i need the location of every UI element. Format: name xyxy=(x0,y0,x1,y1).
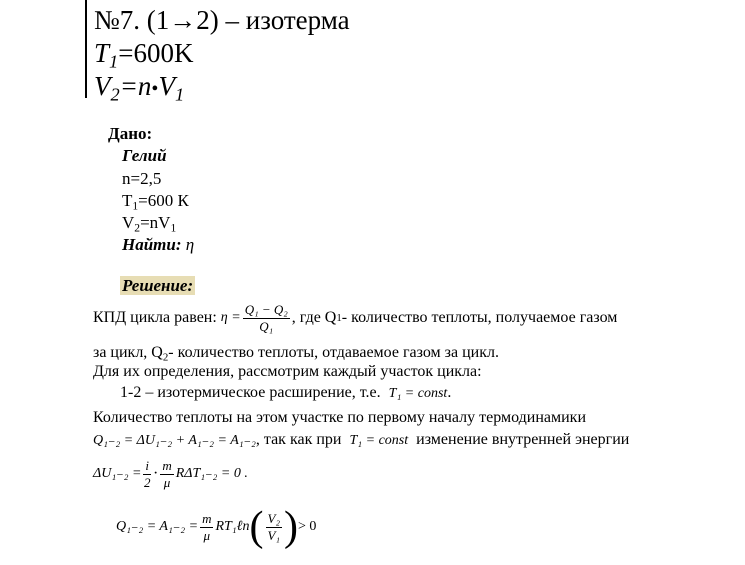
fraction-numerator: Q₁ − Q₂ xyxy=(244,301,288,317)
find-line xyxy=(122,235,194,255)
isothermal-text: 1-2 – изотермическое расширение, т.е. xyxy=(120,384,381,401)
delta-u-lhs: ΔU₁₋₂ = xyxy=(93,466,142,481)
line-determine: Для их определения, рассмотрим каждый участок цикла: xyxy=(93,363,482,380)
bullet-dot: • xyxy=(151,78,159,100)
left-rule xyxy=(85,0,87,98)
line2-start: за цикл, Q xyxy=(93,344,163,361)
t-value: =600K xyxy=(118,38,194,68)
line-q12 xyxy=(93,430,629,451)
solution-title-text: Решение: xyxy=(122,276,194,295)
fraction-numerator: V₂ xyxy=(267,510,280,526)
isothermal-condition: T₁ = const xyxy=(388,386,448,401)
delta-u-rhs: RΔT₁₋₂ = 0 . xyxy=(175,466,248,481)
t-subscript: 1 xyxy=(109,51,119,72)
fraction-denominator: V₁ xyxy=(267,527,280,543)
q1-description: - количество теплоты, получаемое газом xyxy=(341,309,618,326)
multiply-dot: · xyxy=(153,465,159,482)
q2-description: - количество теплоты, отдаваемое газом за цикл. xyxy=(168,344,499,361)
fraction-numerator: i xyxy=(145,457,150,473)
given-n: n=2,5 xyxy=(122,169,162,188)
efficiency-fraction xyxy=(243,302,290,335)
given-v2-header xyxy=(94,71,184,110)
v2-over-v1-fraction xyxy=(266,511,282,544)
line-q-result xyxy=(116,502,316,552)
period: . xyxy=(447,384,452,401)
fraction-numerator: m xyxy=(162,457,172,473)
fraction-denominator: Q₁ xyxy=(259,318,274,334)
fraction-denominator: 2 xyxy=(143,474,151,490)
left-paren: ( xyxy=(249,504,264,550)
m-over-mu-fraction xyxy=(160,458,173,491)
v2-equals-n: =n xyxy=(119,71,152,101)
v1-subscript: 1 xyxy=(170,221,177,235)
v-symbol: V xyxy=(122,213,135,232)
q12-formula: Q₁₋₂ = ΔU₁₋₂ + A₁₋₂ = A₁₋₂ xyxy=(93,433,256,448)
line-first-law: Количество теплоты на этом участке по первому началу термодинамики xyxy=(93,409,587,426)
v1-symbol: V xyxy=(158,71,175,101)
q1-subscript: 1 xyxy=(336,312,342,324)
t-subscript: 1 xyxy=(132,199,139,213)
since-text: , так как при xyxy=(255,431,342,448)
q-result-lhs: Q₁₋₂ = A₁₋₂ = xyxy=(116,519,199,534)
v-relation: =nV xyxy=(140,213,171,232)
t-symbol: T xyxy=(94,38,110,68)
t-symbol: T xyxy=(122,191,133,210)
m-over-mu-fraction xyxy=(200,511,213,544)
problem-title xyxy=(94,5,350,35)
where-text: , где Q xyxy=(291,309,337,326)
find-symbol: η xyxy=(185,235,195,254)
line-delta-u xyxy=(93,453,248,495)
problem-number-text: №7. (1→2) – изотерма xyxy=(94,5,350,35)
given-gas: Гелий xyxy=(122,146,167,165)
v2-subscript: 2 xyxy=(110,84,120,105)
condition-formula: T₁ = const xyxy=(349,433,409,448)
efficiency-label: КПД цикла равен: xyxy=(93,309,217,326)
v2-symbol: V xyxy=(94,71,111,101)
eta-symbol: η = xyxy=(220,310,241,325)
fraction-denominator: μ xyxy=(203,527,211,543)
v2-subscript: 2 xyxy=(134,221,141,235)
i-over-2-fraction xyxy=(143,458,151,491)
t-value: =600 К xyxy=(138,191,189,210)
line-isothermal xyxy=(120,383,451,404)
right-paren: ) xyxy=(283,504,298,550)
efficiency-line xyxy=(93,298,617,338)
greater-than-zero: > 0 xyxy=(297,519,317,534)
fraction-denominator: μ xyxy=(163,474,171,490)
given-title: Дано: xyxy=(108,124,153,143)
find-label: Найти: xyxy=(122,235,182,254)
v1-subscript: 1 xyxy=(174,84,185,105)
solution-title xyxy=(120,276,195,296)
fraction-numerator: m xyxy=(202,510,212,526)
rt-ln-text: RT₁ℓn xyxy=(215,519,250,534)
internal-energy-text: изменение внутренней энергии xyxy=(416,431,630,448)
q2-subscript: 2 xyxy=(162,351,169,364)
